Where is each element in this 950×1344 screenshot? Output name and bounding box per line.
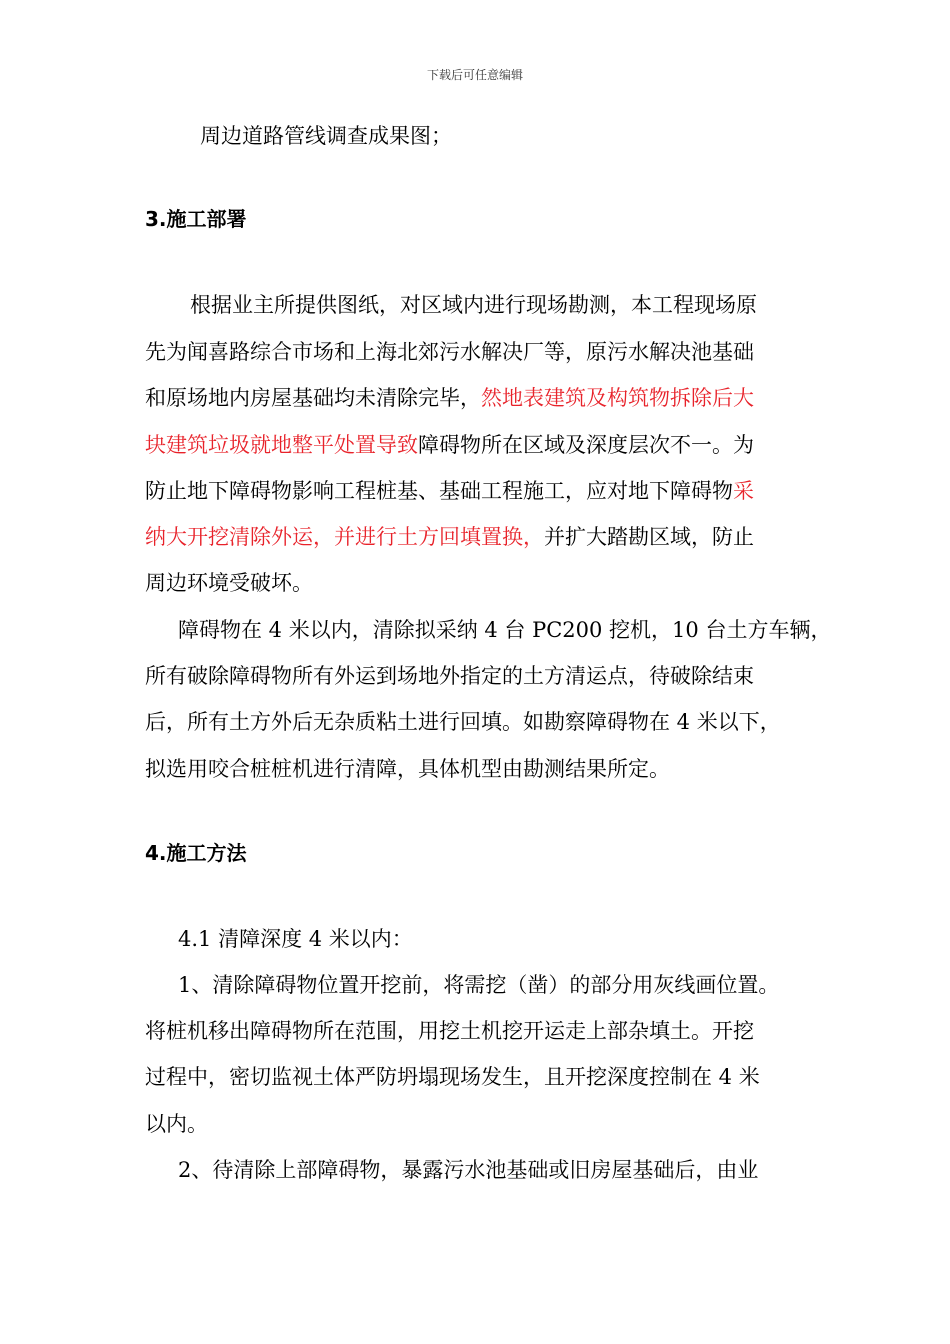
text-span: 和原场地内房屋基础均未清除完毕， [145,386,481,410]
text-line: 将桩机移出障碍物所在范围，用挖土机挖开运走上部杂填土。开挖 [145,1019,754,1043]
text-line: 障碍物在 4 米以内，清除拟采纳 4 台 PC200 挖机，10 台土方车辆， [178,618,832,642]
text-line: 1、清除障碍物位置开挖前，将需挖（凿）的部分用灰线画位置。 [178,973,780,997]
highlight-text: 块建筑垃圾就地整平处置导致 [145,433,418,457]
section3-heading: 3.施工部署 [145,207,247,231]
text-line: 过程中，密切监视土体严防坍塌现场发生，且开挖深度控制在 4 米 [145,1065,760,1089]
text-span: 障碍物所在区域及深度层次不一。为 [418,433,754,457]
highlight-text: 纳大开挖清除外运，并进行土方回填置换， [145,525,544,549]
text-line: 后，所有土方外后无杂质粘土进行回填。如勘察障碍物在 4 米以下， [145,710,781,734]
text-line: 拟选用咬合桩桩机进行清障，具体机型由勘测结果所定。 [145,757,670,781]
text-line: 以内。 [145,1112,208,1136]
text-line: 周边环境受破坏。 [145,571,313,595]
text-line [145,524,815,550]
text-line [145,478,815,504]
highlight-text: 采 [733,479,754,503]
section2-tail-text: 周边道路管线调查成果图； [200,124,452,148]
text-line [145,385,815,411]
text-span: 防止地下障碍物影响工程桩基、基础工程施工，应对地下障碍物 [145,479,733,503]
page-header: 下载后可任意编辑 [426,68,523,82]
text-line: 所有破除障碍物所有外运到场地外指定的土方清运点，待破除结束 [145,664,754,688]
text-line: 根据业主所提供图纸，对区域内进行现场勘测，本工程现场原 [190,293,757,317]
section4-heading: 4.施工方法 [145,841,247,865]
highlight-text: 然地表建筑及构筑物拆除后大 [481,386,754,410]
text-line: 2、待清除上部障碍物，暴露污水池基础或旧房屋基础后，由业 [178,1158,759,1182]
section4-subheading: 4.1 清障深度 4 米以内： [178,927,413,951]
text-span: 并扩大踏勘区域，防止 [544,525,754,549]
text-line: 先为闻喜路综合市场和上海北郊污水解决厂等，原污水解决池基础 [145,340,754,364]
text-line [145,432,815,458]
